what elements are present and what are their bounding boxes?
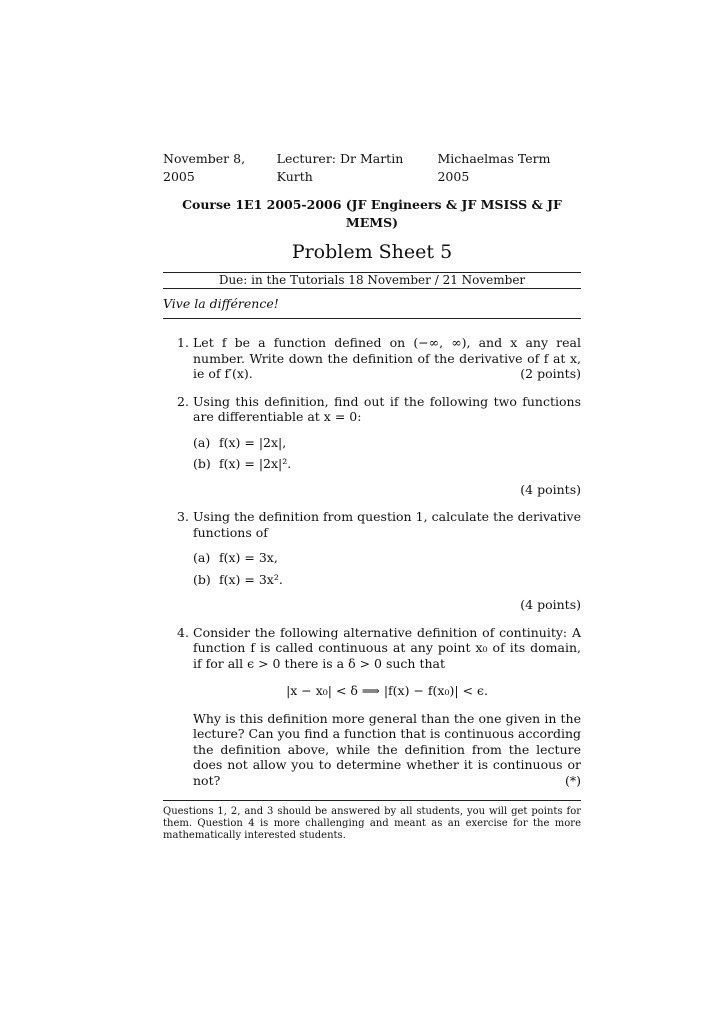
part-label: (b) — [193, 571, 211, 587]
header-term: Michaelmas Term 2005 — [437, 151, 551, 184]
header-line — [163, 150, 581, 186]
question-parts — [193, 550, 581, 587]
question-points: (4 points) — [520, 597, 581, 612]
question-number: 1. — [177, 335, 189, 350]
question-text: Using the definition from question 1, calculate the derivative functions of — [193, 509, 581, 540]
part-expression: f(x) = |2x|, — [218, 434, 287, 450]
footnote-rule — [163, 800, 581, 801]
problem-sheet-page — [163, 150, 581, 842]
page-title: Problem Sheet 5 — [291, 241, 453, 263]
question-points: (*) — [564, 772, 581, 788]
motto-rule — [163, 318, 581, 319]
question-part — [193, 550, 581, 566]
question-4 — [163, 625, 581, 789]
question-points: (4 points) — [520, 481, 581, 497]
question-part — [193, 572, 581, 588]
question-list — [163, 335, 581, 788]
header-date: November 8, 2005 — [163, 151, 246, 184]
part-expression: f(x) = 3x, — [218, 550, 278, 565]
question-3 — [163, 509, 581, 613]
question-text: Using this definition, find out if the following two functions are differentiable at x = 0: — [193, 393, 581, 424]
footnote: Questions 1, 2, and 3 should be answered by all students, you will get points for them. Question 4 is more challenging and meant as an exercise for the more mathematically interested students. — [163, 806, 581, 841]
part-label: (a) — [193, 550, 211, 565]
question-number: 4. — [177, 624, 189, 640]
header-lecturer: Lecturer: Dr Martin Kurth — [276, 151, 404, 184]
question-text: Let f be a function defined on (−∞, ∞), and x any real number. Write down the definition of the derivative of f at x, ie of f′(x). — [193, 335, 581, 381]
due-line: Due: in the Tutorials 18 November / 21 November — [218, 273, 526, 287]
display-equation: |x − x₀| < δ ⟹ |f(x) − f(x₀)| < ϵ. — [286, 683, 488, 698]
question-1 — [163, 335, 581, 382]
question-part — [193, 456, 581, 472]
part-expression: f(x) = 3x². — [218, 571, 283, 587]
question-number: 3. — [177, 509, 189, 524]
question-2 — [163, 394, 581, 498]
part-label: (b) — [193, 456, 211, 471]
question-parts — [193, 435, 581, 472]
question-text-2: Why is this definition more general than the one given in the lecture? Can you find a function that is continuous according the definition above, while the definition from the lecture does not allow you to determine whether it is continuous or not? — [193, 710, 581, 788]
part-expression: f(x) = |2x|². — [218, 456, 292, 471]
question-text-continued — [193, 711, 581, 789]
title-rule-bottom — [163, 288, 581, 289]
part-label: (a) — [193, 434, 211, 450]
question-part — [193, 435, 581, 451]
course-line: Course 1E1 2005-2006 (JF Engineers & JF MSISS & JF MEMS) — [182, 197, 562, 230]
question-text: Consider the following alternative definition of continuity: A function f is called continuous at any point x₀ of its domain, if for all ϵ > 0 there is a δ > 0 such that — [193, 624, 581, 671]
question-points: (2 points) — [520, 366, 581, 381]
question-number: 2. — [177, 393, 189, 409]
motto: Vive la différence! — [163, 296, 279, 311]
